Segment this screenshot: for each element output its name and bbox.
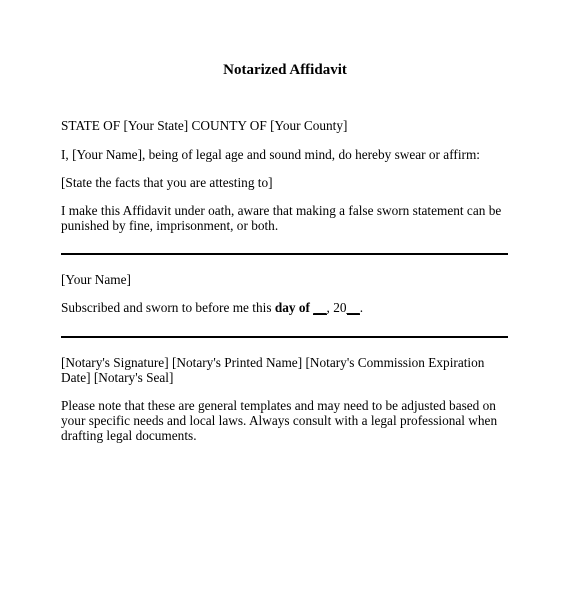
notary-signature-line bbox=[61, 336, 508, 338]
signature-line bbox=[61, 253, 508, 255]
signer-name: [Your Name] bbox=[61, 272, 131, 287]
subscribed-prefix: Subscribed and sworn to before me this bbox=[61, 300, 275, 315]
notary-seal: [Notary's Seal] bbox=[93, 370, 174, 385]
subscribed-suffix: . bbox=[359, 300, 364, 315]
year-blank: __ bbox=[346, 300, 360, 315]
document-title: Notarized Affidavit bbox=[223, 62, 347, 78]
month-blank: __ bbox=[313, 300, 327, 315]
oath-statement: I make this Affidavit under oath, aware that making a false sworn statement can be punished by fine, imprisonment, or both. bbox=[61, 203, 502, 233]
day-of-text: day of bbox=[274, 300, 310, 315]
venue-line: STATE OF [Your State] COUNTY OF [Your County] bbox=[61, 118, 348, 133]
notary-signature: [Notary's Signature] bbox=[61, 355, 169, 370]
notary-block bbox=[61, 355, 516, 385]
subscribed-middle: , 20 bbox=[326, 300, 347, 315]
facts-placeholder: [State the facts that you are attesting to] bbox=[61, 175, 273, 190]
notary-commission: [Notary's Commission Expiration Date] bbox=[61, 355, 485, 385]
oath-intro: I, [Your Name], being of legal age and sound mind, do hereby swear or affirm: bbox=[61, 147, 480, 162]
subscribed-line bbox=[61, 300, 511, 315]
subscribed-day-of bbox=[275, 300, 327, 315]
notary-printed-name: [Notary's Printed Name] bbox=[171, 355, 303, 370]
disclaimer: Please note that these are general templates and may need to be adjusted based on your specific needs and local laws. Always consult with a legal professional when drafting legal documents. bbox=[61, 398, 498, 443]
